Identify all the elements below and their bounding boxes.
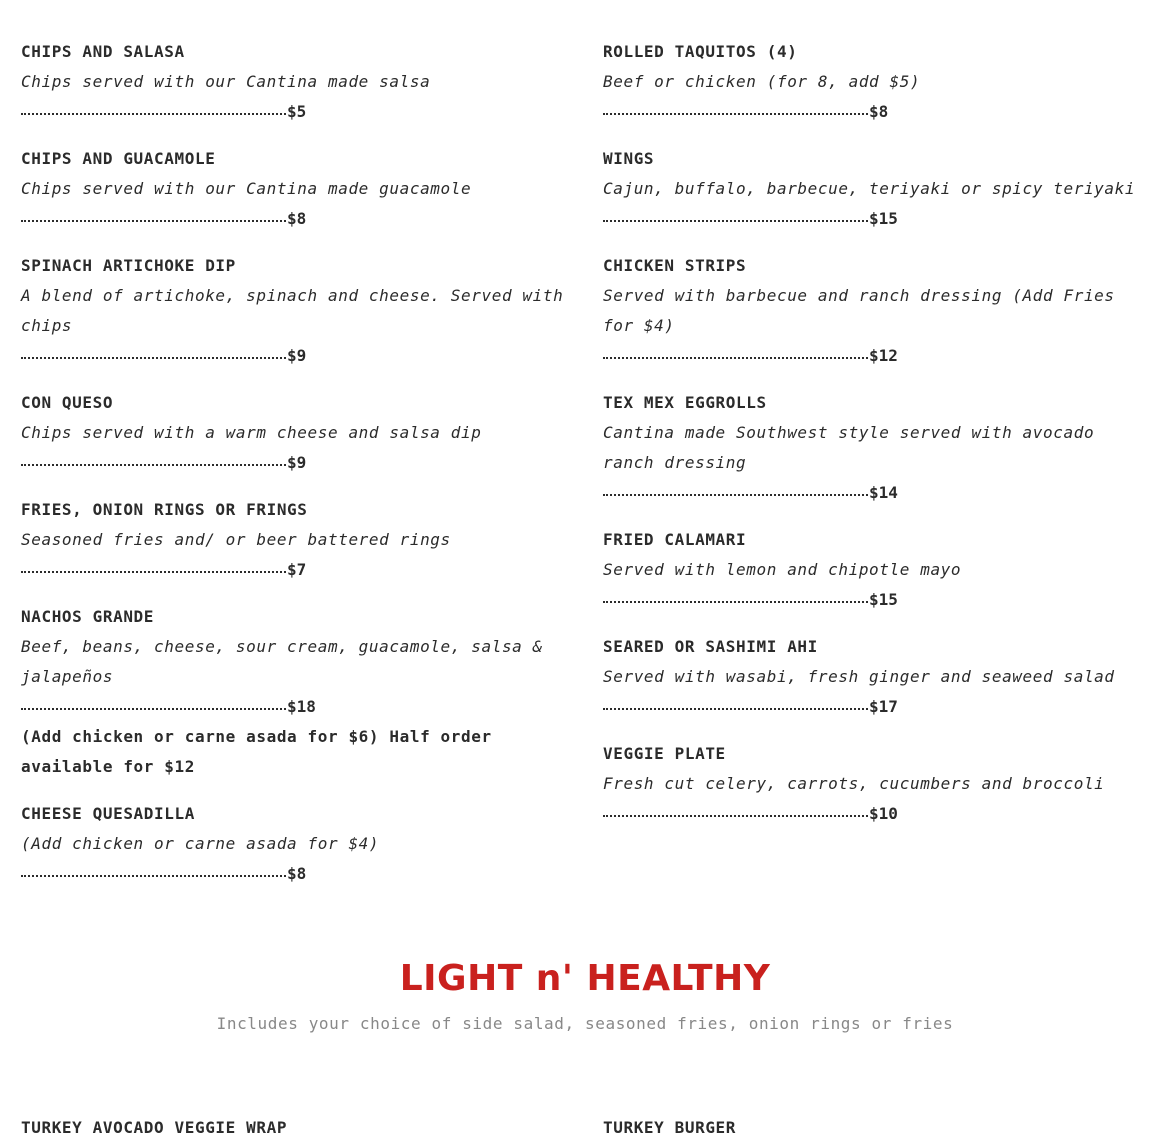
section-title: LIGHT n' HEALTHY [399, 958, 771, 999]
item-name: CON QUESO [21, 393, 114, 412]
item-note: (Add chicken or carne asada for $6) Half order available for $12 [21, 727, 492, 776]
item-description: Served with wasabi, fresh ginger and seaweed salad [603, 667, 1115, 686]
menu-item [21, 799, 566, 889]
section-subtitle: Includes your choice of side salad, seasoned fries, onion rings or fries [216, 1014, 954, 1033]
price-line [21, 97, 566, 127]
left-menu-column [21, 37, 566, 906]
dot-leader [603, 355, 868, 359]
item-name: CHIPS AND GUACAMOLE [21, 149, 216, 168]
item-price: $15 [869, 209, 898, 228]
dot-leader [21, 218, 286, 222]
item-description: Chips served with a warm cheese and salsa dip [21, 423, 482, 442]
dot-leader [603, 111, 868, 115]
price-line [603, 97, 1148, 127]
dot-leader [21, 111, 286, 115]
price-line [21, 448, 566, 478]
item-description: Served with lemon and chipotle mayo [603, 560, 962, 579]
item-price: $8 [287, 864, 307, 883]
menu-item [21, 251, 566, 371]
menu-item [21, 388, 566, 478]
item-description: Fresh cut celery, carrots, cucumbers and broccoli [603, 774, 1105, 793]
item-price: $9 [287, 346, 307, 365]
price-line [21, 692, 566, 722]
dot-leader [21, 873, 286, 877]
item-description: Served with barbecue and ranch dressing (Add Fries for $4) [603, 286, 1115, 335]
item-name: FRIES, ONION RINGS OR FRINGS [21, 500, 308, 519]
item-price: $12 [869, 346, 898, 365]
dot-leader [603, 492, 868, 496]
dot-leader [603, 599, 868, 603]
menu-item [21, 495, 566, 585]
price-line [603, 692, 1148, 722]
menu-item [603, 144, 1148, 234]
item-description: (Add chicken or carne asada for $4) [21, 834, 380, 853]
dot-leader [21, 462, 286, 466]
item-price: $9 [287, 453, 307, 472]
item-description: Beef, beans, cheese, sour cream, guacamole, salsa & jalapeños [21, 637, 543, 686]
item-name: NACHOS GRANDE [21, 607, 155, 626]
item-price: $8 [287, 209, 307, 228]
dot-leader [603, 813, 868, 817]
item-description: Chips served with our Cantina made salsa [21, 72, 431, 91]
menu-item [603, 388, 1148, 508]
item-description: Cajun, buffalo, barbecue, teriyaki or spicy teriyaki [603, 179, 1136, 198]
item-price: $8 [869, 102, 889, 121]
item-name: TURKEY BURGER [603, 1118, 737, 1137]
menu-item [21, 144, 566, 234]
price-line [603, 204, 1148, 234]
price-line [21, 204, 566, 234]
menu-item [603, 251, 1148, 371]
item-description: Cantina made Southwest style served with avocado ranch dressing [603, 423, 1095, 472]
item-price: $14 [869, 483, 898, 502]
menu-item [21, 37, 566, 127]
item-price: $7 [287, 560, 307, 579]
right-menu-column [603, 37, 1148, 846]
item-name: TURKEY AVOCADO VEGGIE WRAP [21, 1118, 288, 1137]
item-name: CHICKEN STRIPS [603, 256, 747, 275]
item-name: CHEESE QUESADILLA [21, 804, 195, 823]
menu-item [603, 525, 1148, 615]
item-description: Beef or chicken (for 8, add $5) [603, 72, 921, 91]
price-line [603, 341, 1148, 371]
item-price: $17 [869, 697, 898, 716]
price-line [21, 555, 566, 585]
item-price: $5 [287, 102, 307, 121]
item-name: TEX MEX EGGROLLS [603, 393, 767, 412]
item-name: CHIPS AND SALASA [21, 42, 185, 61]
item-description: Chips served with our Cantina made guacamole [21, 179, 472, 198]
item-description: A blend of artichoke, spinach and cheese. Served with chips [21, 286, 564, 335]
dot-leader [603, 706, 868, 710]
item-name: SPINACH ARTICHOKE DIP [21, 256, 236, 275]
dot-leader [21, 355, 286, 359]
price-line [603, 585, 1148, 615]
price-line [603, 478, 1148, 508]
item-price: $15 [869, 590, 898, 609]
item-price: $18 [287, 697, 316, 716]
item-name: ROLLED TAQUITOS (4) [603, 42, 798, 61]
price-line [21, 859, 566, 889]
item-description: Seasoned fries and/ or beer battered rings [21, 530, 451, 549]
item-name: WINGS [603, 149, 655, 168]
menu-item [603, 632, 1148, 722]
menu-item [603, 739, 1148, 829]
price-line [21, 341, 566, 371]
item-name: FRIED CALAMARI [603, 530, 747, 549]
item-name: SEARED OR SASHIMI AHI [603, 637, 818, 656]
dot-leader [603, 218, 868, 222]
item-price: $10 [869, 804, 898, 823]
menu-item [603, 37, 1148, 127]
dot-leader [21, 569, 286, 573]
dot-leader [21, 706, 286, 710]
menu-item [21, 602, 566, 782]
item-name: VEGGIE PLATE [603, 744, 726, 763]
price-line [603, 799, 1148, 829]
